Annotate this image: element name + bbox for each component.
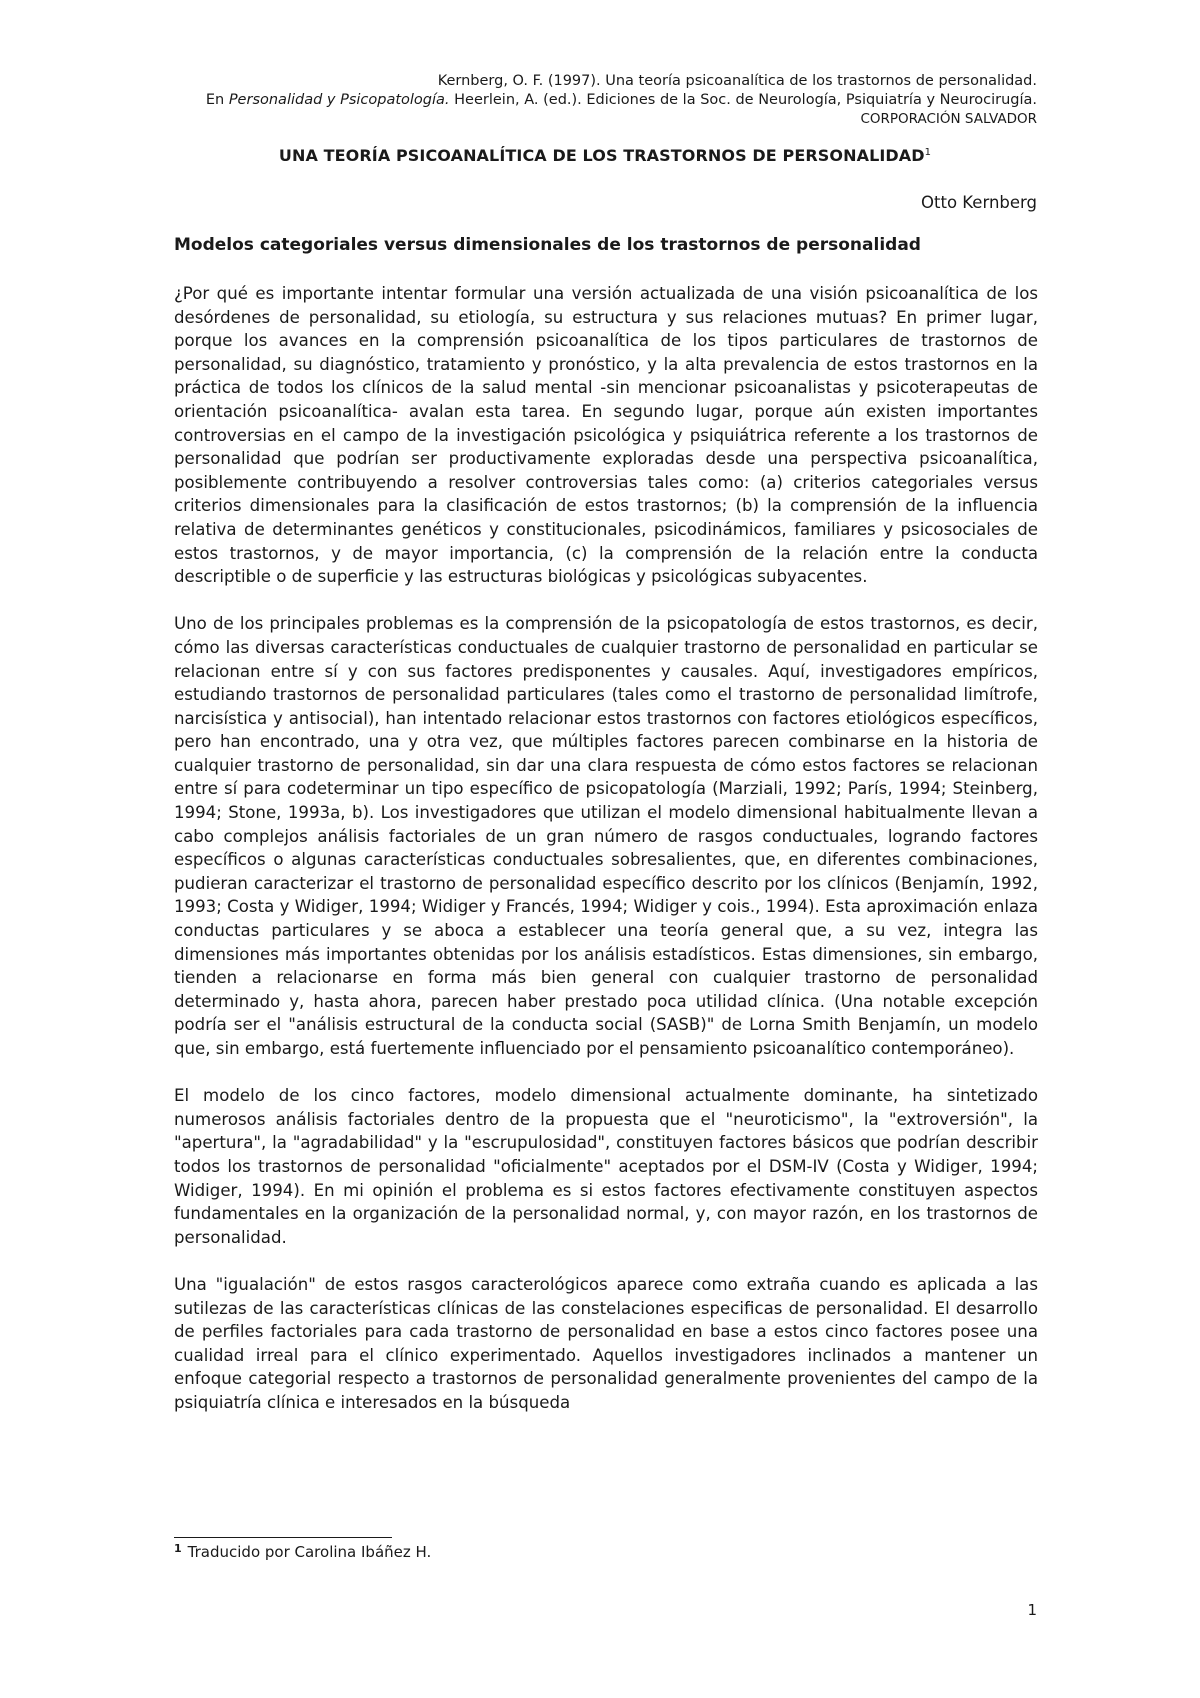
paragraph-3: El modelo de los cinco factores, modelo dimensional actualmente dominante, ha sintetizado numerosos análisis factoriales dentro de la propuesta que el "neuroticismo", la "extroversión", la "apertura", la "agradabilidad" y la "escrupulosidad", constituyen factores básicos que podrían describir todos los trastornos de personalidad "oficialmente" aceptados por el DSM-IV (Costa y Widiger, 1994; Widiger, 1994). En mi opinión el problema es si estos factores efectivamente constituyen aspectos fundamentales en la organización de la personalidad normal, y, con mayor razón, en los trastornos de personalidad. bbox=[174, 1086, 1038, 1247]
citation-corporation: CORPORACIÓN SALVADOR bbox=[860, 111, 1037, 127]
footnote-divider bbox=[174, 1537, 392, 1538]
citation-line-2-prefix: En bbox=[205, 92, 229, 108]
citation-line-1: Kernberg, O. F. (1997). Una teoría psicoanalítica de los trastornos de personalidad. bbox=[437, 73, 1037, 89]
citation-line-2-suffix: Heerlein, A. (ed.). Ediciones de la Soc. de Neurología, Psiquiatría y Neurocirugía. bbox=[449, 92, 1037, 108]
page-number: 1 bbox=[1027, 1601, 1037, 1619]
document-title-text: UNA TEORÍA PSICOANALÍTICA DE LOS TRASTORNOS DE PERSONALIDAD bbox=[278, 146, 925, 165]
footnote bbox=[174, 1542, 431, 1561]
paragraph-1: ¿Por qué es importante intentar formular una versión actualizada de una visión psicoanalítica de los desórdenes de personalidad, su etiología, su estructura y sus relaciones mutuas? En primer lugar, porque los avances en la comprensión psicoanalítica de los tipos particulares de trastornos de personalidad, su diagnóstico, tratamiento y pronóstico, y la alta prevalencia de estos trastornos en la práctica de todos los clínicos de la salud mental -sin mencionar psicoanalistas y psicoterapeutas de orientación psicoanalítica- avalan esta tarea. En segundo lugar, porque aún existen importantes controversias en el campo de la investigación psicológica y psiquiátrica referente a los trastornos de personalidad que podrían ser productivamente exploradas desde una perspectiva psicoanalítica, posiblemente contribuyendo a resolver controversias tales como: (a) criterios categoriales versus criterios dimensionales para la clasificación de estos trastornos; (b) la comprensión de la influencia relativa de determinantes genéticos y constitucionales, psicodinámicos, familiares y psicosociales de estos trastornos, y de mayor importancia, (c) la comprensión de la relación entre la conducta descriptible o de superficie y las estructuras biológicas y psicológicas subyacentes. bbox=[174, 284, 1038, 587]
citation-line-2 bbox=[206, 91, 1037, 110]
section-heading: Modelos categoriales versus dimensionales de los trastornos de personalidad bbox=[174, 235, 921, 255]
document-title bbox=[172, 146, 1038, 165]
citation-book-title: Personalidad y Psicopatología. bbox=[228, 92, 450, 108]
author-name: Otto Kernberg bbox=[921, 193, 1037, 212]
footnote-mark: 1 bbox=[174, 1542, 182, 1555]
paragraph-2: Uno de los principales problemas es la comprensión de la psicopatología de estos trastornos, es decir, cómo las diversas características conductuales de cualquier trastorno de personalidad en particular se relacionan entre sí y con sus factores predisponentes y causales. Aquí, investigadores empíricos, estudiando trastornos de personalidad particulares (tales como el trastorno de personalidad limítrofe, narcisística y antisocial), han intentado relacionar estos trastornos con factores etiológicos específicos, pero han encontrado, una y otra vez, que múltiples factores parecen combinarse en la historia de cualquier trastorno de personalidad, sin dar una clara respuesta de cómo estos factores se relacionan entre sí para codeterminar un tipo específico de psicopatología (Marziali, 1992; París, 1994; Steinberg, 1994; Stone, 1993a, b). Los investigadores que utilizan el modelo dimensional habitualmente llevan a cabo complejos análisis factoriales de un gran número de rasgos conductuales, logrando factores específicos o algunas características conductuales sobresalientes, que, en diferentes combinaciones, pudieran caracterizar el trastorno de personalidad específico descrito por los clínicos (Benjamín, 1992, 1993; Costa y Widiger, 1994; Widiger y Francés, 1994; Widiger y cois., 1994). Esta aproximación enlaza conductas particulares y se aboca a establecer una teoría general que, a su vez, integra las dimensiones más importantes obtenidas por los análisis estadísticos. Estas dimensiones, sin embargo, tienden a relacionarse en forma más bien general con cualquier trastorno de personalidad determinado y, hasta ahora, parecen haber prestado poca utilidad clínica. (Una notable excepción podría ser el "análisis estructural de la conducta social (SASB)" de Lorna Smith Benjamín, un modelo que, sin embargo, está fuertemente influenciado por el pensamiento psicoanalítico contemporáneo). bbox=[174, 614, 1038, 1058]
paragraph-4: Una "igualación" de estos rasgos caracterológicos aparece como extraña cuando es aplicada a las sutilezas de las características clínicas de las constelaciones especificas de personalidad. El desarrollo de perfiles factoriales para cada trastorno de personalidad en base a estos cinco factores posee una cualidad irreal para el clínico experimentado. Aquellos investigadores inclinados a mantener un enfoque categorial respecto a trastornos de personalidad generalmente provenientes del campo de la psiquiatría clínica e interesados en la búsqueda bbox=[174, 1274, 1038, 1412]
footnote-text: Traducido por Carolina Ibáñez H. bbox=[187, 1543, 432, 1561]
citation-header bbox=[206, 72, 1037, 129]
body-text bbox=[174, 282, 1038, 1438]
title-footnote-mark: 1 bbox=[924, 147, 932, 158]
